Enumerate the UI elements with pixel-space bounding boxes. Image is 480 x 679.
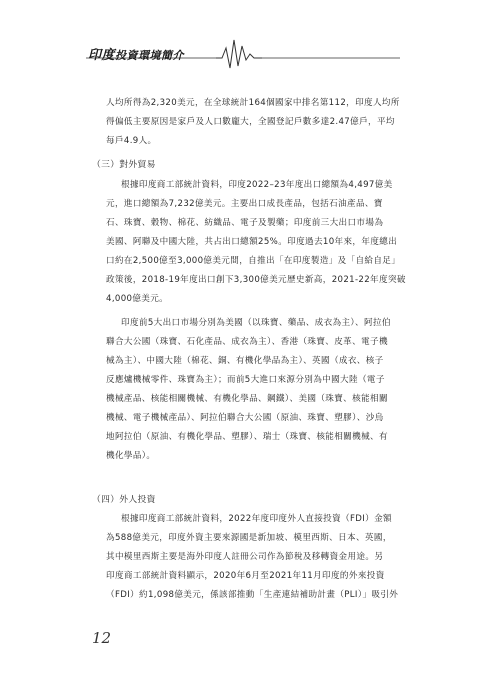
waveform-icon: [216, 40, 262, 68]
section-heading-trade: （三）對外貿易: [92, 160, 156, 170]
paragraph-fdi: 為588億美元，印度外資主要來源國是新加坡、模里西斯、日本、英國， 其中模里西斯主要是海外印度人註冊公司作為節稅及移轉資金用途。另 印度商工部統計資料顯示，2020年6月至2021年11月印度的外來投資 （FDI）約1,098億美元，係該部推動「生產連結補助計畫（PLI）」吸引外: [106, 533, 399, 600]
paragraph-trade-intro: 根據印度商工部統計資料，印度2022–23年度出口總額為4,497億美: [121, 180, 393, 190]
paragraph-markets: 聯合大公國（珠寶、石化產品、成衣為主）、香港（珠寶、皮革、電子機 械為主）、中國大陸（棉花、銅、有機化學品為主）、英國（成衣、核子 反應爐機械零件、珠寶為主）；而前5大進口來源分別為中國大陸（電子 機械產品、核能相關機械、有機化學品、鋼鐵）、美國（珠寶、核能相關 機械、電子機械產品）、阿拉伯聯合大公國（原油、珠寶、塑膠）、沙烏 地阿拉伯（原油、有機化學品、塑膠）、瑞士（珠寶、核能相關機械、有 機化學品）。: [106, 337, 388, 461]
header-decoration: [0, 30, 480, 70]
header-title: 印度投資環境簡介: [88, 48, 185, 63]
section-heading-investment: （四）外人投資: [92, 495, 156, 505]
page-number: 12: [92, 629, 112, 647]
paragraph-trade: 元，進口總額為7,232億美元。主要出口成長產品，包括石油產品、寶 石、珠寶、穀物、棉花、紡織品、電子及製藥；印度前三大出口市場為 美國、阿聯及中國大陸，共占出口總額25%。印度過去10年來，年度總出 口約在2,500億至3,000億美元間，自推出「在印度製造」及「自給自足」 政策後，2018-19年度出口創下3,300億美元歷史新高，2021-22年度突破 4,000億美元。: [106, 199, 406, 304]
paragraph-fdi-intro: 根據印度商工部統計資料，2022年度印度外人直接投資（FDI）金額: [121, 514, 392, 524]
running-header: [0, 30, 480, 70]
paragraph-markets-intro: 印度前5大出口市場分別為美國（以珠寶、藥品、成衣為主）、阿拉伯: [121, 318, 391, 328]
paragraph-income: 人均所得為2,320美元，在全球統計164個國家中排名第112，印度人均所 得偏低主要原因是家戶及人口數龐大，全國登記戶數多達2.47億戶，平均 每戶4.9人。: [106, 98, 400, 146]
